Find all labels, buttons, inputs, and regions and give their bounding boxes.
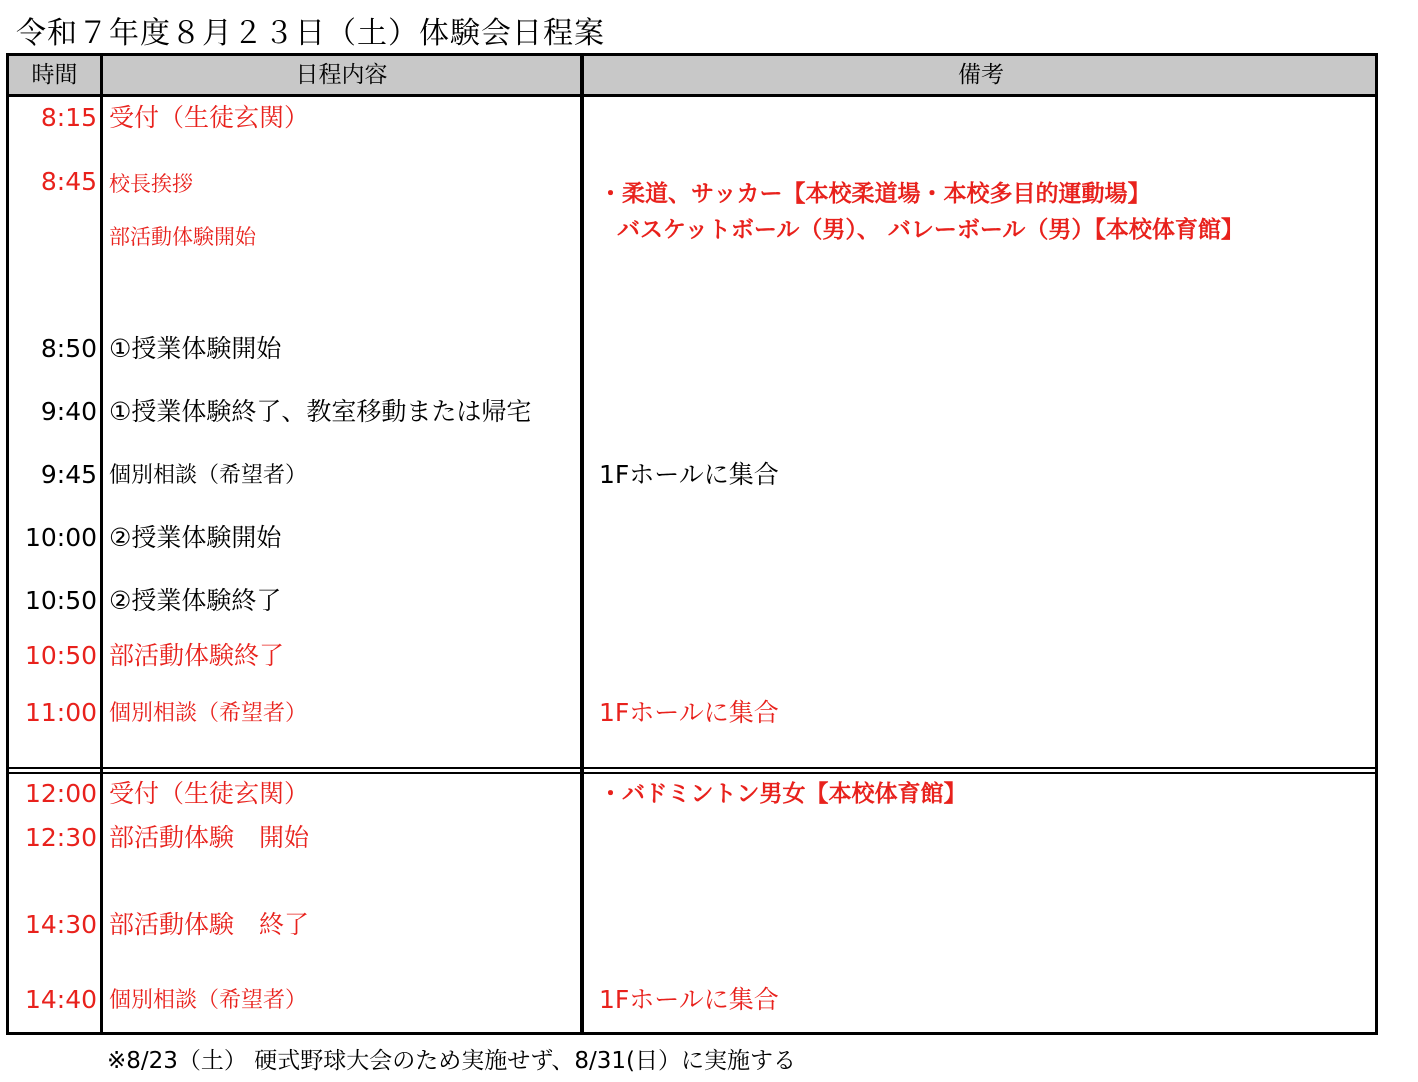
schedule-item: 受付（生徒玄関） [109,779,310,808]
schedule-item: 受付（生徒玄関） [109,103,310,132]
time-cell: 12:00 [24,779,97,808]
schedule-item: 個別相談（希望者） [109,988,308,1013]
schedule-item: 個別相談（希望者） [109,701,308,726]
schedule-item: ①授業体験終了、教室移動または帰宅 [109,397,532,426]
schedule-item: 校長挨拶 [109,172,193,196]
time-cell: 10:50 [24,586,97,615]
header-time: 時間 [31,62,78,88]
time-cell: 8:15 [40,103,97,132]
schedule-item: 部活動体験 開始 [109,823,310,852]
time-cell: 10:50 [24,641,97,670]
time-cell: 11:00 [24,698,97,727]
time-cell: 9:40 [40,397,97,426]
header-remarks: 備考 [958,62,1004,88]
remark-note: 1Fホールに集合 [599,698,779,727]
footer-note: ※8/23（土） 硬式野球大会のため実施せず、8/31(日）に実施する [107,1048,797,1074]
column-divider-content [580,56,584,1032]
session-divider-top [9,767,1375,769]
schedule-table [6,53,1378,1035]
club-note-line-1: ・柔道、サッカー【本校柔道場・本校多目的運動場】 [599,181,1151,207]
time-cell: 14:30 [24,910,97,939]
schedule-item: ②授業体験開始 [109,523,282,552]
remark-note: 1Fホールに集合 [599,460,779,489]
time-cell: 8:50 [40,334,97,363]
header-content: 日程内容 [295,62,388,88]
schedule-item: 部活動体験 終了 [109,910,310,939]
session-divider-bottom [9,772,1375,774]
time-cell: 9:45 [40,460,97,489]
club-note-line-2: バスケットボール（男）、 バレーボール（男）【本校体育館】 [617,217,1244,243]
table-header [9,56,1375,97]
column-divider-time [100,56,103,1032]
schedule-item: 部活動体験開始 [109,225,256,249]
schedule-item: ②授業体験終了 [109,586,282,615]
time-cell: 10:00 [24,523,97,552]
club-note-afternoon: ・バドミントン男女【本校体育館】 [599,781,967,807]
time-cell: 8:45 [40,167,97,196]
remark-note: 1Fホールに集合 [599,985,779,1014]
document-title: 令和７年度８月２３日（土）体験会日程案 [16,16,605,51]
schedule-item: ①授業体験開始 [109,334,282,363]
schedule-item: 個別相談（希望者） [109,463,308,488]
time-cell: 14:40 [24,985,97,1014]
schedule-item: 部活動体験終了 [109,641,285,670]
time-cell: 12:30 [24,823,97,852]
